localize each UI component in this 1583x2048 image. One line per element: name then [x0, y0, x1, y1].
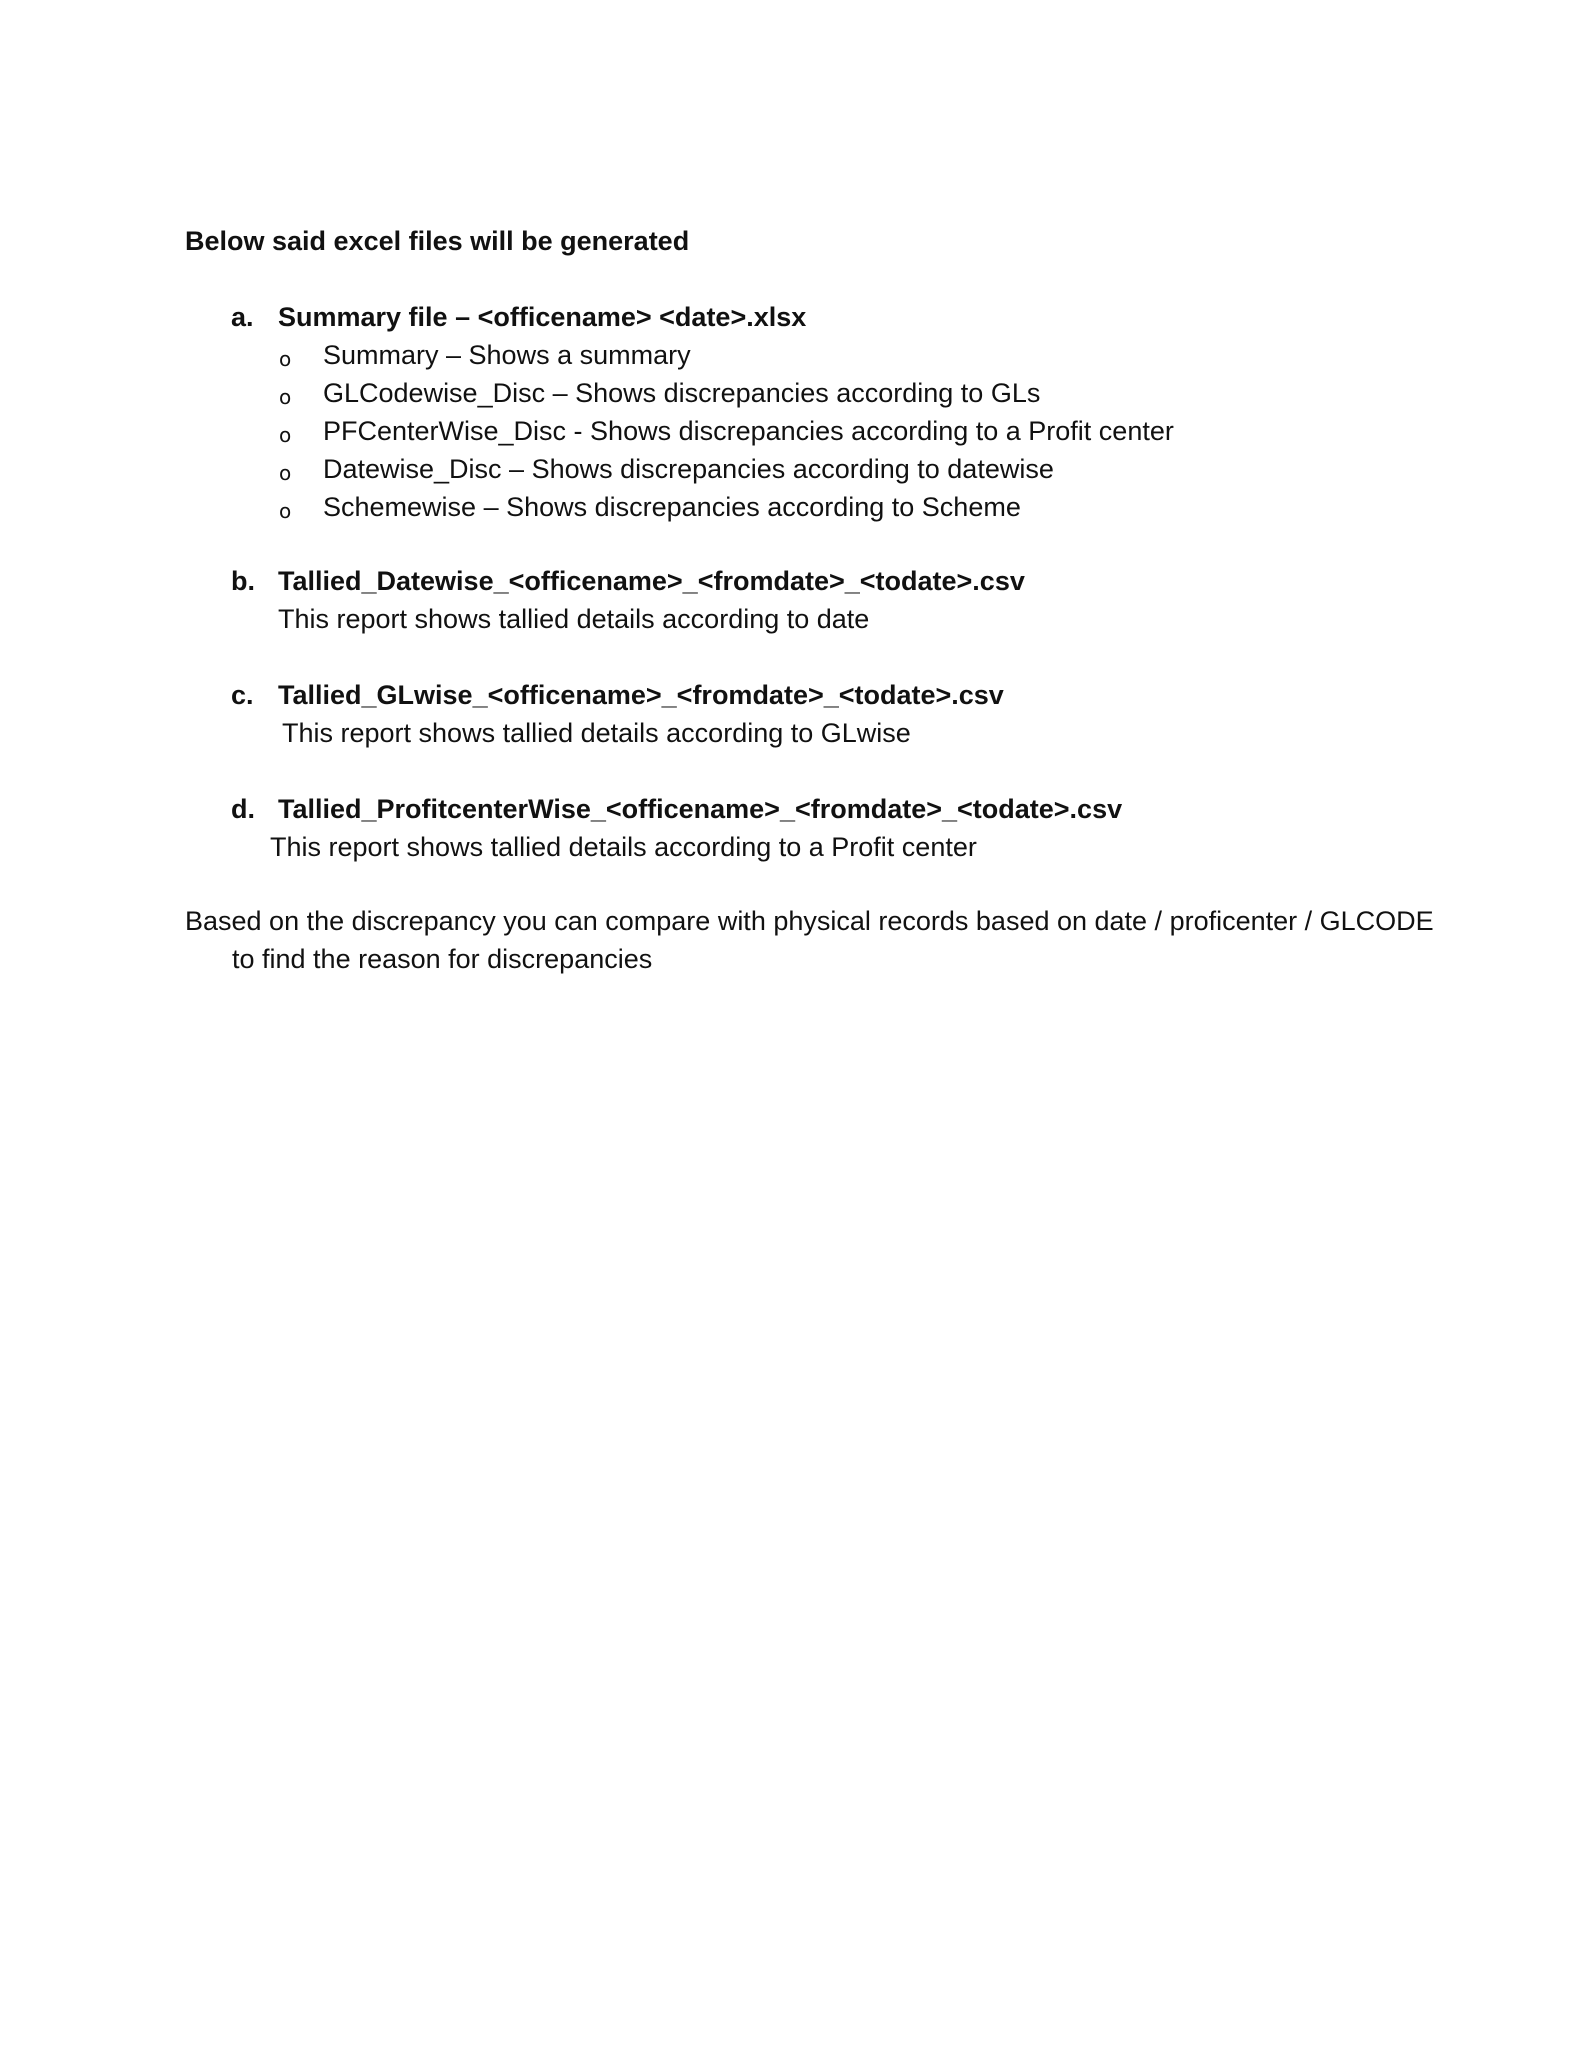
closing-paragraph: Based on the discrepancy you can compare with physical records based on date / proficenter / GLCODE to find the reason for discrepancies: [185, 906, 1434, 974]
bullet-icon: o: [279, 347, 292, 371]
item-d-description: This report shows tallied details according to a Profit center: [270, 832, 977, 862]
bullet-icon: o: [279, 499, 292, 523]
item-c-title: Tallied_GLwise_<officename>_<fromdate>_<todate>.csv: [278, 680, 1004, 710]
bullet-schemewise: Schemewise – Shows discrepancies according to Scheme: [323, 492, 1021, 522]
item-c-marker: c.: [231, 680, 254, 710]
bullet-summary: Summary – Shows a summary: [323, 340, 691, 370]
item-b-marker: b.: [231, 566, 255, 596]
bullet-icon: o: [279, 461, 292, 485]
document-heading: Below said excel files will be generated: [185, 226, 690, 256]
bullet-glcodewise: GLCodewise_Disc – Shows discrepancies according to GLs: [323, 378, 1041, 408]
item-b-title: Tallied_Datewise_<officename>_<fromdate>_<todate>.csv: [278, 566, 1025, 596]
item-b-description: This report shows tallied details according to date: [278, 604, 870, 634]
bullet-icon: o: [279, 423, 292, 447]
item-a-title: Summary file – <officename> <date>.xlsx: [278, 302, 807, 332]
bullet-datewise: Datewise_Disc – Shows discrepancies according to datewise: [323, 454, 1054, 484]
item-a-marker: a.: [231, 302, 254, 332]
item-c-description: This report shows tallied details according to GLwise: [282, 718, 911, 748]
bullet-icon: o: [279, 385, 292, 409]
item-d-title: Tallied_ProfitcenterWise_<officename>_<fromdate>_<todate>.csv: [278, 794, 1123, 824]
item-d-marker: d.: [231, 794, 255, 824]
bullet-pfcenterwise: PFCenterWise_Disc - Shows discrepancies according to a Profit center: [323, 416, 1174, 446]
